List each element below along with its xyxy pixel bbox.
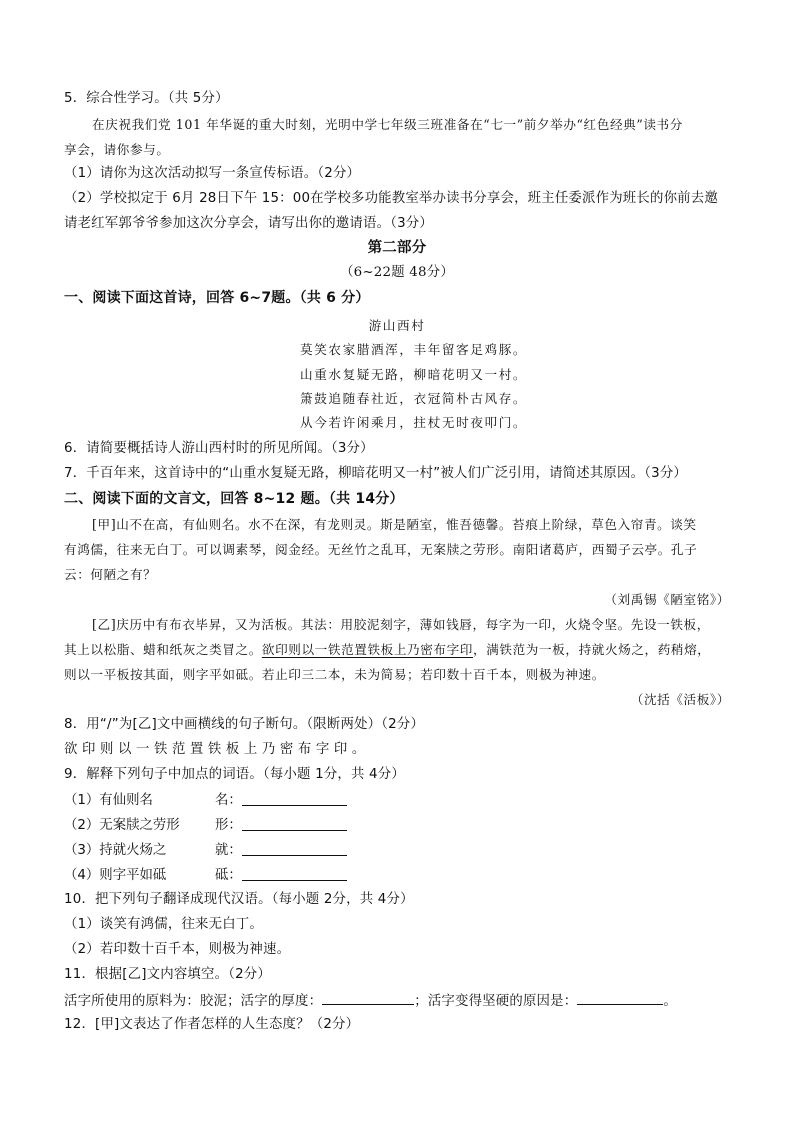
yi-source: （沈括《活板》） (630, 692, 730, 707)
yi-text-line1: [乙]庆历中有布衣毕昇，又为活板。其法：用胶泥刻字，薄如钱唇，每字为一印，火烧令坚。先设一铁板， (92, 617, 710, 632)
q8-sentence: 欲印则以一铁范置铁板上乃密布字印。 (64, 742, 370, 757)
yi-text-line2 (64, 640, 730, 660)
q12: 12．[甲]文表达了作者怎样的人生态度？（2分） (64, 1017, 360, 1032)
q9-item-sentence: （3）持就火炀之 (64, 843, 167, 858)
poem-line: 箫鼓追随春社近，衣冠简朴古风存。 (300, 391, 528, 406)
q9-item (64, 790, 347, 811)
q9-item (64, 815, 347, 836)
q9-item-sentence: （4）则字平如砥 (64, 868, 167, 883)
underlined-sentence: 欲印则以一铁范置铁板上乃密布字印 (261, 642, 474, 657)
yi-text-line2-pre: 其上以松脂、蜡和纸灰之类冒之。 (64, 642, 262, 657)
q8: 8．用“/”为[乙]文中画横线的句子断句。（限断两处）（2分） (64, 717, 425, 732)
q9-item-word: 名： (215, 793, 242, 808)
answer-blank[interactable] (322, 990, 414, 1005)
q5-sub2-line1: （2）学校拟定于 6月 28日下午 15：00在学校多功能教室举办读书分享会，班主任委派作为班长的你前去邀 (64, 191, 718, 206)
jia-text-line3: 云：何陋之有？ (64, 567, 157, 582)
q10: 10．把下列句子翻译成现代汉语。（每小题 2分，共 4分） (64, 892, 414, 907)
poem-line: 从今若许闲乘月，拄杖无时夜叩门。 (300, 415, 528, 430)
answer-blank[interactable] (242, 865, 347, 881)
q11-fill (64, 990, 730, 1012)
q6: 6．请简要概括诗人游山西村时的所见所闻。（3分） (64, 441, 374, 456)
jia-source: （刘禹锡《陋室铭》） (604, 592, 730, 607)
answer-blank[interactable] (577, 990, 663, 1005)
q10-item2: （2）若印数十百千本，则极为神速。 (64, 942, 291, 957)
poem-line: 莫笑农家腊酒浑，丰年留客足鸡豚。 (300, 342, 528, 357)
section2-heading: 二、阅读下面的文言文，回答 8~12 题。（共 14分） (64, 491, 404, 507)
section1-heading: 一、阅读下面这首诗，回答 6~7题。（共 6 分） (64, 290, 370, 306)
q9-item-word: 形： (215, 818, 242, 833)
jia-text-line2: 有鸿儒，往来无白丁。可以调素琴，阅金经。无丝竹之乱耳，无案牍之劳形。南阳诸葛庐，西蜀子云亭。孔子 (64, 542, 698, 557)
q11-fill-text-b: ；活字变得坚硬的原因是： (414, 994, 578, 1009)
q9-item-word: 就： (215, 843, 242, 858)
q9: 9．解释下列句子中加点的词语。（每小题 1分，共 4分） (64, 767, 405, 782)
q11-fill-text-c: 。 (663, 994, 677, 1009)
q5-intro-line2: 享会，请你参与。 (64, 142, 170, 157)
answer-blank[interactable] (242, 790, 347, 806)
q9-item (64, 865, 347, 886)
q10-item1: （1）谈笑有鸿儒，往来无白丁。 (64, 917, 263, 932)
q9-item-word: 砥： (215, 868, 242, 883)
q5-intro-line1: 在庆祝我们党 101 年华诞的重大时刻，光明中学七年级三班准备在“七一”前夕举办“红色经典”读书分 (92, 117, 683, 132)
poem-title: 游山西村 (368, 318, 426, 333)
jia-text-line1: [甲]山不在高，有仙则名。水不在深，有龙则灵。斯是陋室，惟吾德馨。苔痕上阶绿，草色入帘青。谈笑 (92, 517, 697, 532)
q11: 11．根据[乙]文内容填空。（2分） (64, 967, 271, 982)
part2-title: 第二部分 (367, 239, 427, 256)
q5-sub2-line2: 请老红军郭爷爷参加这次分享会，请写出你的邀请语。（3分） (64, 216, 433, 231)
answer-blank[interactable] (242, 840, 347, 856)
q9-item-sentence: （1）有仙则名 (64, 793, 153, 808)
q11-fill-text-a: 活字所使用的原料为：胶泥；活字的厚度： (64, 994, 323, 1009)
part2-subtitle: （6~22题 48分） (340, 265, 454, 280)
answer-blank[interactable] (242, 815, 347, 831)
q9-item (64, 840, 347, 861)
yi-text-line3: 则以一平板按其面，则字平如砥。若止印三二本，未为简易；若印数十百千本，则极为神速。 (64, 667, 605, 682)
q5-sub1: （1）请你为这次活动拟写一条宣传标语。（2分） (64, 166, 361, 181)
poem-line: 山重水复疑无路，柳暗花明又一村。 (300, 367, 528, 382)
q7: 7．千百年来，这首诗中的“山重水复疑无路，柳暗花明又一村”被人们广泛引用，请简述其原因。（3分） (64, 466, 687, 481)
yi-text-line2-post: ，满铁范为一板，持就火炀之，药稍熔， (473, 642, 711, 657)
q9-item-sentence: （2）无案牍之劳形 (64, 818, 180, 833)
q5-title: 5．综合性学习。（共 5分） (64, 91, 229, 106)
